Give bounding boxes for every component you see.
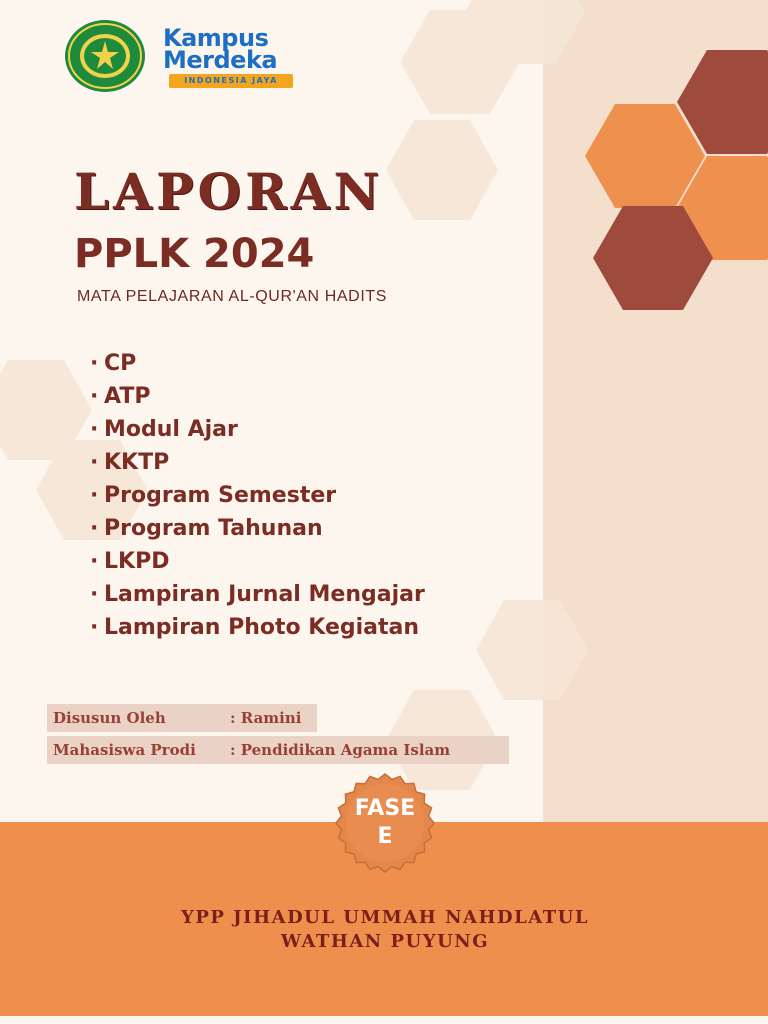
bullet: · [90, 483, 99, 508]
bullet: · [90, 417, 99, 442]
bullet: · [90, 615, 99, 640]
footer-edge [0, 1016, 768, 1024]
list-item-label: ATP [104, 384, 151, 409]
university-seal-logo [64, 19, 146, 93]
author-info [47, 704, 509, 768]
kampus-merdeka-tagline: INDONESIA JAYA [169, 74, 293, 88]
author-label: Disusun Oleh [53, 709, 166, 727]
organization-line1: YPP JIHADUL UMMAH NAHDLATUL [180, 907, 590, 928]
list-item-label: CP [104, 351, 137, 376]
bullet: · [90, 450, 99, 475]
bullet: · [90, 582, 99, 607]
list-item [90, 578, 425, 611]
list-item [90, 512, 425, 545]
kampus-merdeka-logo [163, 24, 298, 90]
organization-line2: WATHAN PUYUNG [280, 931, 490, 952]
report-subtitle: PPLK 2024 [74, 231, 315, 277]
list-item-label: Lampiran Jurnal Mengajar [104, 582, 425, 607]
list-item-label: Program Semester [104, 483, 337, 508]
list-item-label: LKPD [104, 549, 170, 574]
list-item [90, 446, 425, 479]
list-item [90, 413, 425, 446]
fase-line1: FASE [354, 796, 416, 821]
organization-name [120, 906, 650, 954]
list-item [90, 611, 425, 644]
contents-list [90, 347, 425, 644]
faint-hexagon [476, 600, 588, 700]
kampus-merdeka-word1: Kampus [163, 24, 269, 52]
faint-hexagon [386, 120, 498, 220]
program-row [47, 736, 509, 764]
list-item [90, 347, 425, 380]
fase-label [330, 795, 440, 851]
kampus-merdeka-word2: Merdeka [163, 46, 278, 74]
list-item-label: Program Tahunan [104, 516, 323, 541]
list-item [90, 479, 425, 512]
list-item [90, 545, 425, 578]
list-item-label: Lampiran Photo Kegiatan [104, 615, 420, 640]
bullet: · [90, 516, 99, 541]
program-label: Mahasiswa Prodi [53, 741, 196, 759]
fase-line2: E [377, 824, 393, 849]
author-row [47, 704, 317, 732]
list-item-label: Modul Ajar [104, 417, 238, 442]
program-value: : Pendidikan Agama Islam [230, 741, 451, 759]
list-item-label: KKTP [104, 450, 170, 475]
report-title: LAPORAN [74, 162, 384, 221]
bullet: · [90, 351, 99, 376]
bullet: · [90, 549, 99, 574]
bullet: · [90, 384, 99, 409]
author-value: : Ramini [230, 709, 302, 727]
list-item [90, 380, 425, 413]
subject-line: MATA PELAJARAN AL-QUR'AN HADITS [77, 288, 388, 305]
